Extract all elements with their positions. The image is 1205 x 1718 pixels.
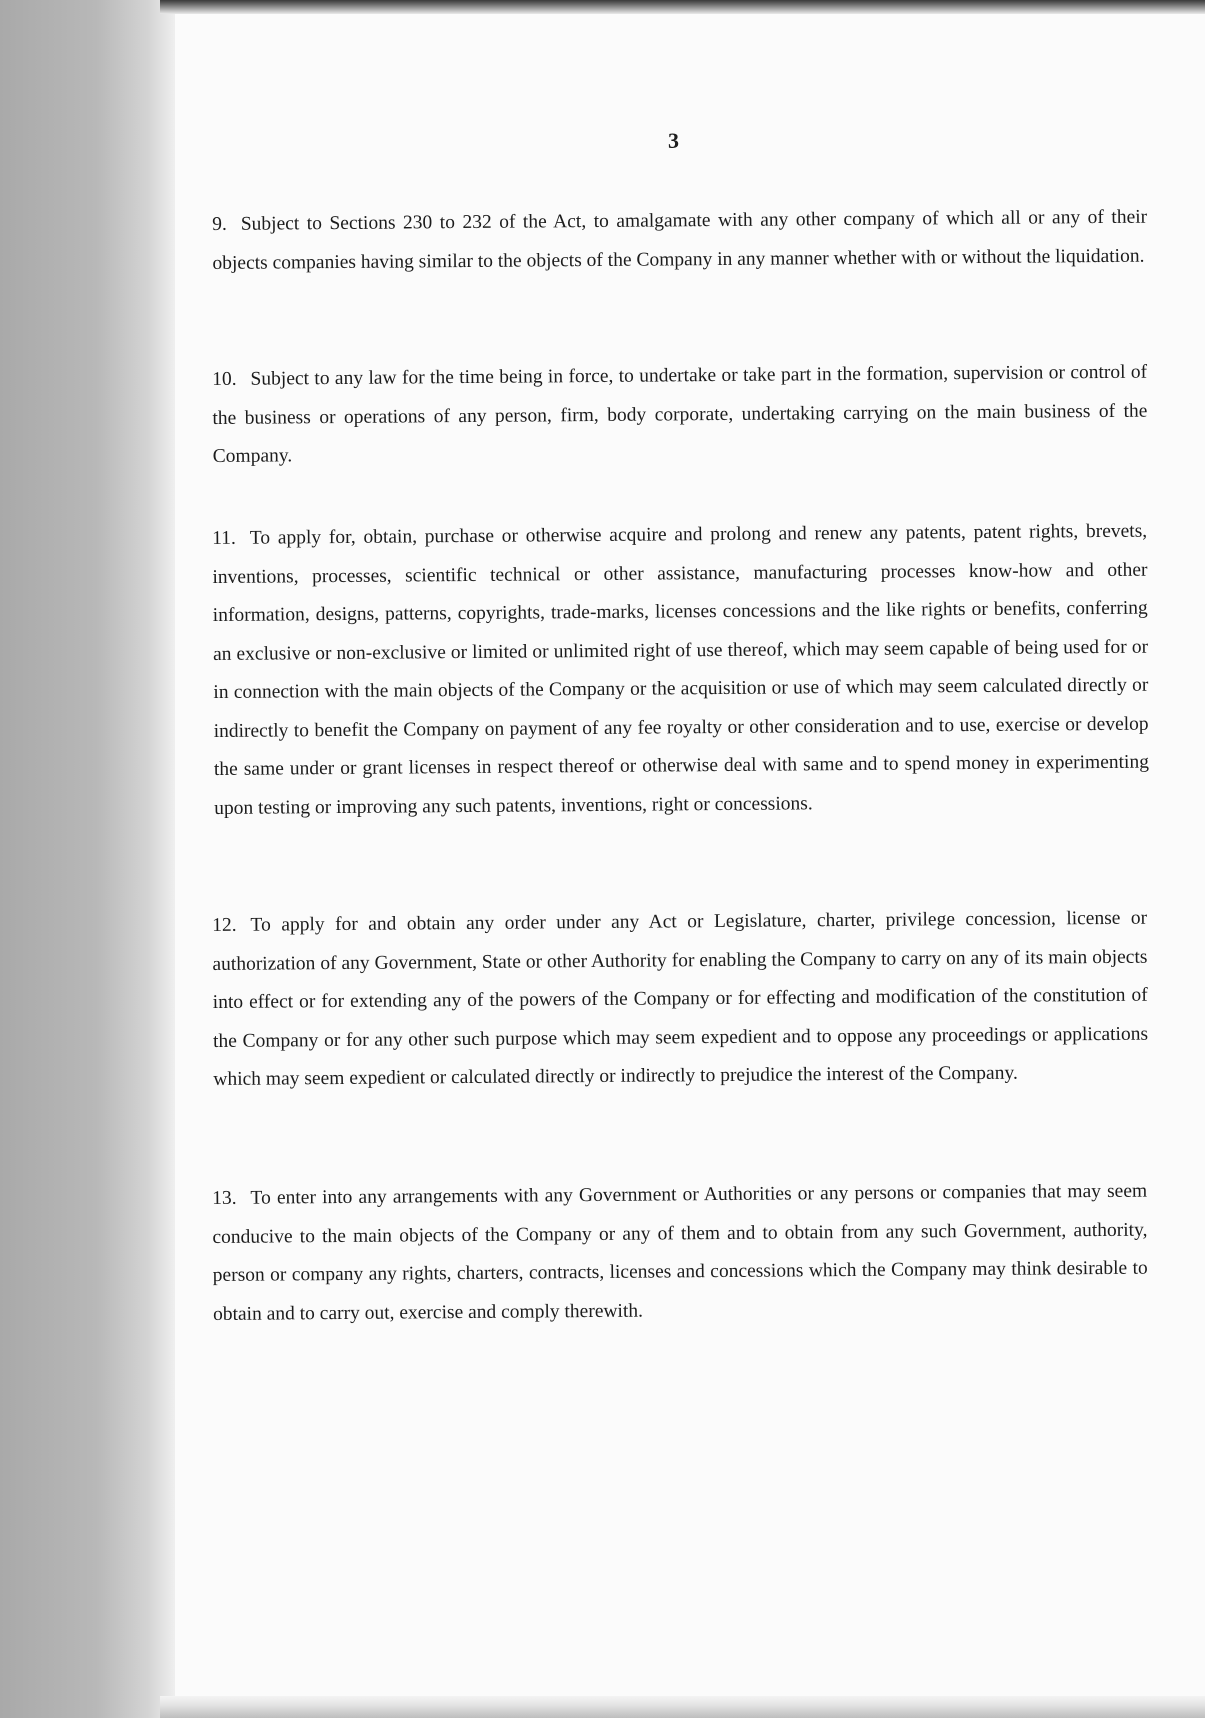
clause-text: To apply for and obtain any order under any Act or Legislature, charter, privilege concession, license or authorization of any Government, State or other Authority for enabling the Company to carry on any of its main objects into effect or for extending any of the powers of the Company or for effecting and modification of the constitution of the Company or for any other such purpose which may seem expedient and to oppose any proceedings or applications which may seem expedient or calculated directly or indirectly to prejudice the interest of the Company. bbox=[212, 907, 1149, 1090]
page-number: 3 bbox=[668, 128, 679, 153]
scan-shadow-left bbox=[0, 0, 175, 1718]
clause-number: 11. bbox=[212, 527, 236, 549]
clause-number: 9. bbox=[212, 213, 227, 235]
clause-text: Subject to any law for the time being in force, to undertake or take part in the formation, supervision or control of the business or operations of any person, firm, body corporate, undertaking carrying on the main business of the Company. bbox=[212, 361, 1148, 467]
clause-11 bbox=[212, 513, 1149, 828]
clause-number: 12. bbox=[212, 914, 237, 936]
clause-text: To apply for, obtain, purchase or otherwise acquire and prolong and renew any patents, patent rights, brevets, inventions, processes, scientific technical or other assistance, manufacturing processes know-how and other information, designs, patterns, copyrights, trade-marks, licenses concessions and the like rights or benefits, conferring an exclusive or non-exclusive or limited or unlimited right of use thereof, which may seem capable of being used for or in connection with the main objects of the Company or the acquisition or use of which may seem calculated directly or indirectly to benefit the Company on payment of any fee royalty or other consideration and to use, exercise or develop the same under or grant licenses in respect thereof or otherwise deal with same and to spend money in experimenting upon testing or improving any such patents, inventions, right or concessions. bbox=[212, 520, 1150, 819]
clause-text: To enter into any arrangements with any Government or Authorities or any persons or companies that may seem conducive to the main objects of the Company or any of them and to obtain from any such Government, authority, person or company any rights, charters, contracts, licenses and concessions which the Company may think desirable to obtain and to carry out, exercise and comply therewith. bbox=[212, 1180, 1148, 1325]
scan-edge-top bbox=[160, 0, 1205, 14]
clause-13 bbox=[212, 1173, 1148, 1334]
clause-9 bbox=[212, 199, 1148, 283]
clause-number: 10. bbox=[212, 368, 237, 390]
clause-10 bbox=[212, 354, 1148, 477]
clause-12 bbox=[212, 900, 1148, 1100]
clause-text: Subject to Sections 230 to 232 of the Act, to amalgamate with any other company of which all or any of their objects companies having similar to the objects of the Company in any manner whether with or without the liquidation. bbox=[212, 206, 1148, 274]
clause-number: 13. bbox=[212, 1187, 237, 1209]
scan-edge-bottom bbox=[160, 1696, 1205, 1718]
